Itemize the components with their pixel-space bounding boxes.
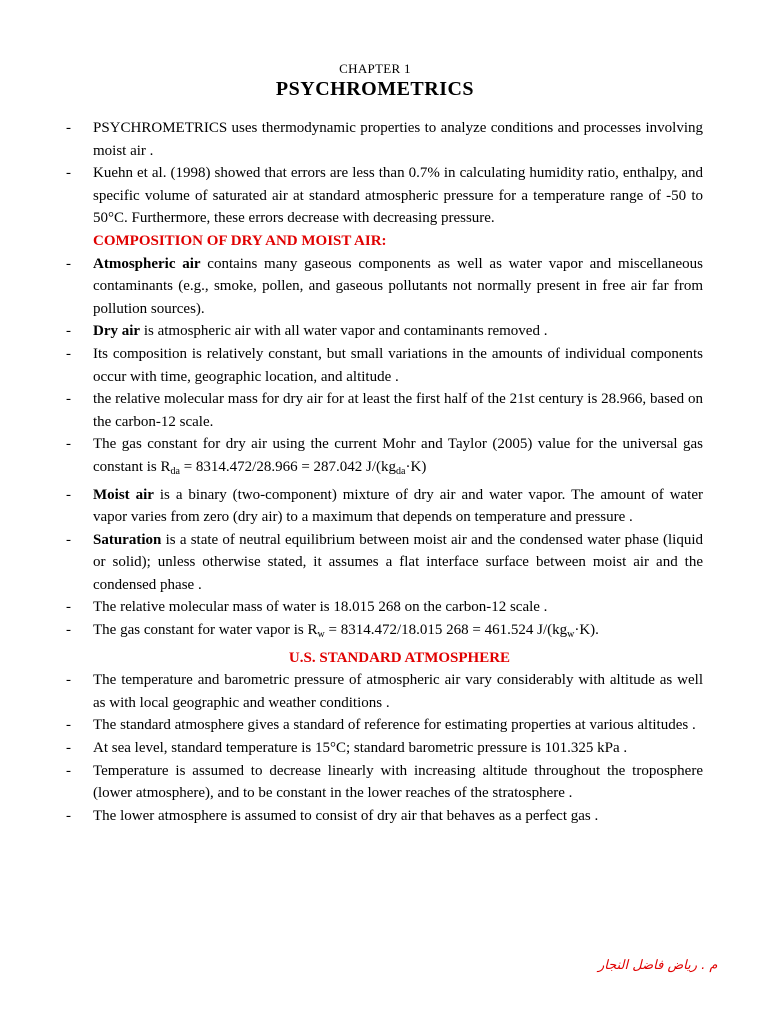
bullet-dash: - [66, 436, 71, 453]
item-text: contains many gaseous components as well as water vapor and miscellaneous contaminants (e.g., smoke, pollen, and gaseous pollutants not normally present in free air far from pollution sources). [93, 255, 704, 317]
bullet-dash: - [66, 531, 71, 548]
list-item [66, 162, 703, 230]
list-item [66, 805, 703, 828]
item-text: Its composition is relatively constant, but small variations in the amounts of individual components occur with time, geographic location, and altitude . [93, 345, 703, 385]
bullet-dash: - [66, 622, 71, 639]
item-text: The standard atmosphere gives a standard of reference for estimating properties at various altitudes . [93, 717, 696, 734]
chapter-label: CHAPTER 1 [339, 61, 411, 76]
bullet-dash: - [66, 807, 71, 824]
bullet-dash: - [66, 762, 71, 779]
bullet-dash: - [66, 323, 71, 340]
term-bold: Saturation [93, 531, 162, 548]
list-item [66, 760, 703, 805]
bullet-dash: - [66, 717, 71, 734]
list-item [66, 737, 703, 760]
list-item [66, 343, 703, 388]
bullet-dash: - [66, 486, 71, 503]
item-text: The gas constant for water vapor is R [93, 622, 318, 639]
page-title: PSYCHROMETRICS [275, 78, 475, 100]
bullet-dash: - [66, 599, 71, 616]
item-text: is a state of neutral equilibrium between moist air and the condensed water phase (liquid or solid); unless otherwise stated, it assumes a flat interface surface between moist air and the condensed phase . [93, 531, 703, 593]
list-item [66, 433, 703, 483]
bullet-dash: - [66, 345, 71, 362]
item-text: Kuehn et al. (1998) showed that errors are less than 0.7% in calculating humidity ratio, enthalpy, and specific volume of saturated air at standard atmospheric pressure for a temperature range of -50 to 50°C. Furthermore, these errors decrease with decreasing pressure. [93, 165, 703, 227]
item-text: is a binary (two-component) mixture of dry air and water vapor. The amount of water vapor varies from zero (dry air) to a maximum that depends on temperature and pressure . [93, 486, 704, 526]
item-text: The relative molecular mass of water is 18.015 268 on the carbon-12 scale . [93, 599, 548, 616]
list-item [66, 253, 703, 321]
section-heading-composition: COMPOSITION OF DRY AND MOIST AIR: [93, 232, 387, 249]
item-text: At sea level, standard temperature is 15°C; standard barometric pressure is 101.325 kPa . [93, 740, 628, 757]
bullet-dash: - [66, 255, 71, 272]
term-bold: Dry air [93, 323, 141, 340]
bullet-dash: - [66, 391, 71, 408]
item-text: The temperature and barometric pressure of atmospheric air vary considerably with altitude as well as with local geographic and weather conditions . [93, 672, 703, 711]
list-item [66, 484, 703, 529]
bullet-dash: - [66, 165, 71, 182]
item-text: ·K). [574, 622, 599, 639]
item-text: ·K) [405, 458, 427, 475]
subscript: w [317, 629, 325, 641]
document-body [66, 117, 703, 827]
subscript: da [396, 465, 406, 477]
item-text: The gas constant for dry air using the current Mohr and Taylor (2005) value for the universal gas constant is R [93, 436, 703, 475]
list-item [66, 669, 703, 714]
item-text: PSYCHROMETRICS uses thermodynamic properties to analyze conditions and processes involving moist air . [93, 120, 703, 159]
list-item [66, 320, 703, 343]
list-item [66, 117, 703, 162]
list-item [66, 529, 703, 597]
subscript: da [170, 465, 180, 477]
list-item [66, 388, 703, 433]
bullet-dash: - [66, 672, 71, 689]
author-signature: م . رياض فاضل النجار [598, 958, 718, 973]
item-text: The lower atmosphere is assumed to consist of dry air that behaves as a perfect gas . [93, 807, 599, 824]
item-text: = 8314.472/28.966 = 287.042 J/(kg [179, 458, 397, 475]
item-text: Temperature is assumed to decrease linearly with increasing altitude throughout the troposphere (lower atmosphere), and to be constant in the lower reaches of the stratosphere . [93, 762, 703, 802]
bullet-dash: - [66, 740, 71, 757]
item-text: the relative molecular mass for dry air for at least the first half of the 21st century is 28.966, based on the carbon-12 scale. [93, 391, 703, 430]
section-heading-atmosphere: U.S. STANDARD ATMOSPHERE [288, 649, 511, 666]
list-item [66, 714, 703, 737]
item-text: = 8314.472/18.015 268 = 461.524 J/(kg [324, 622, 568, 639]
term-bold: Moist air [93, 486, 154, 503]
term-bold: Atmospheric air [93, 255, 201, 272]
list-item [66, 619, 703, 647]
item-text: is atmospheric air with all water vapor and contaminants removed . [140, 323, 548, 340]
subscript: w [567, 629, 575, 641]
bullet-dash: - [66, 120, 71, 136]
list-item [66, 596, 703, 619]
